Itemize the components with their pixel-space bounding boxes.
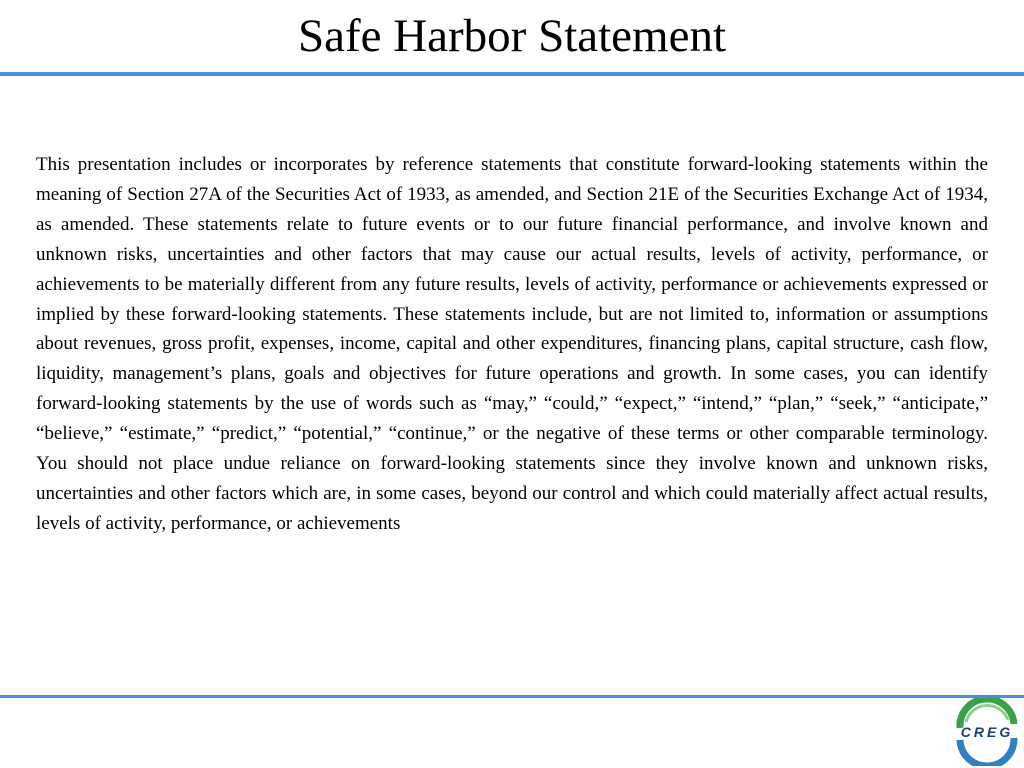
- logo-arc-inner: [966, 705, 1008, 722]
- footer-divider: [0, 695, 1024, 698]
- logo-arc-bottom: [960, 738, 1014, 766]
- title-divider: [0, 72, 1024, 76]
- logo-text: CREG: [960, 724, 1014, 740]
- creg-logo-icon: [952, 698, 1022, 766]
- safe-harbor-paragraph: This presentation includes or incorporates by reference statements that constitute forward-looking statements within the meaning of Section 27A of the Securities Act of 1933, as amended, and Section 21E of the Securities Exchange Act of 1934, as amended. These statements relate to future events or to our future financial performance, and involve known and unknown risks, uncertainties and other factors that may cause our actual results, levels of activity, performance, or achievements to be materially different from any future results, levels of activity, performance or achievements expressed or implied by these forward-looking statements. These statements include, but are not limited to, information or assumptions about revenues, gross profit, expenses, income, capital and other expenditures, financing plans, capital structure, cash flow, liquidity, management’s plans, goals and objectives for future operations and growth. In some cases, you can identify forward-looking statements by the use of words such as “may,” “could,” “expect,” “intend,” “plan,” “seek,” “anticipate,” “believe,” “estimate,” “predict,” “potential,” “continue,” or the negative of these terms or other comparable terminology. You should not place undue reliance on forward-looking statements since they involve known and unknown risks, uncertainties and other factors which are, in some cases, beyond our control and which could materially affect actual results, levels of activity, performance, or achievements: [36, 154, 988, 534]
- slide-title: Safe Harbor Statement: [297, 10, 727, 62]
